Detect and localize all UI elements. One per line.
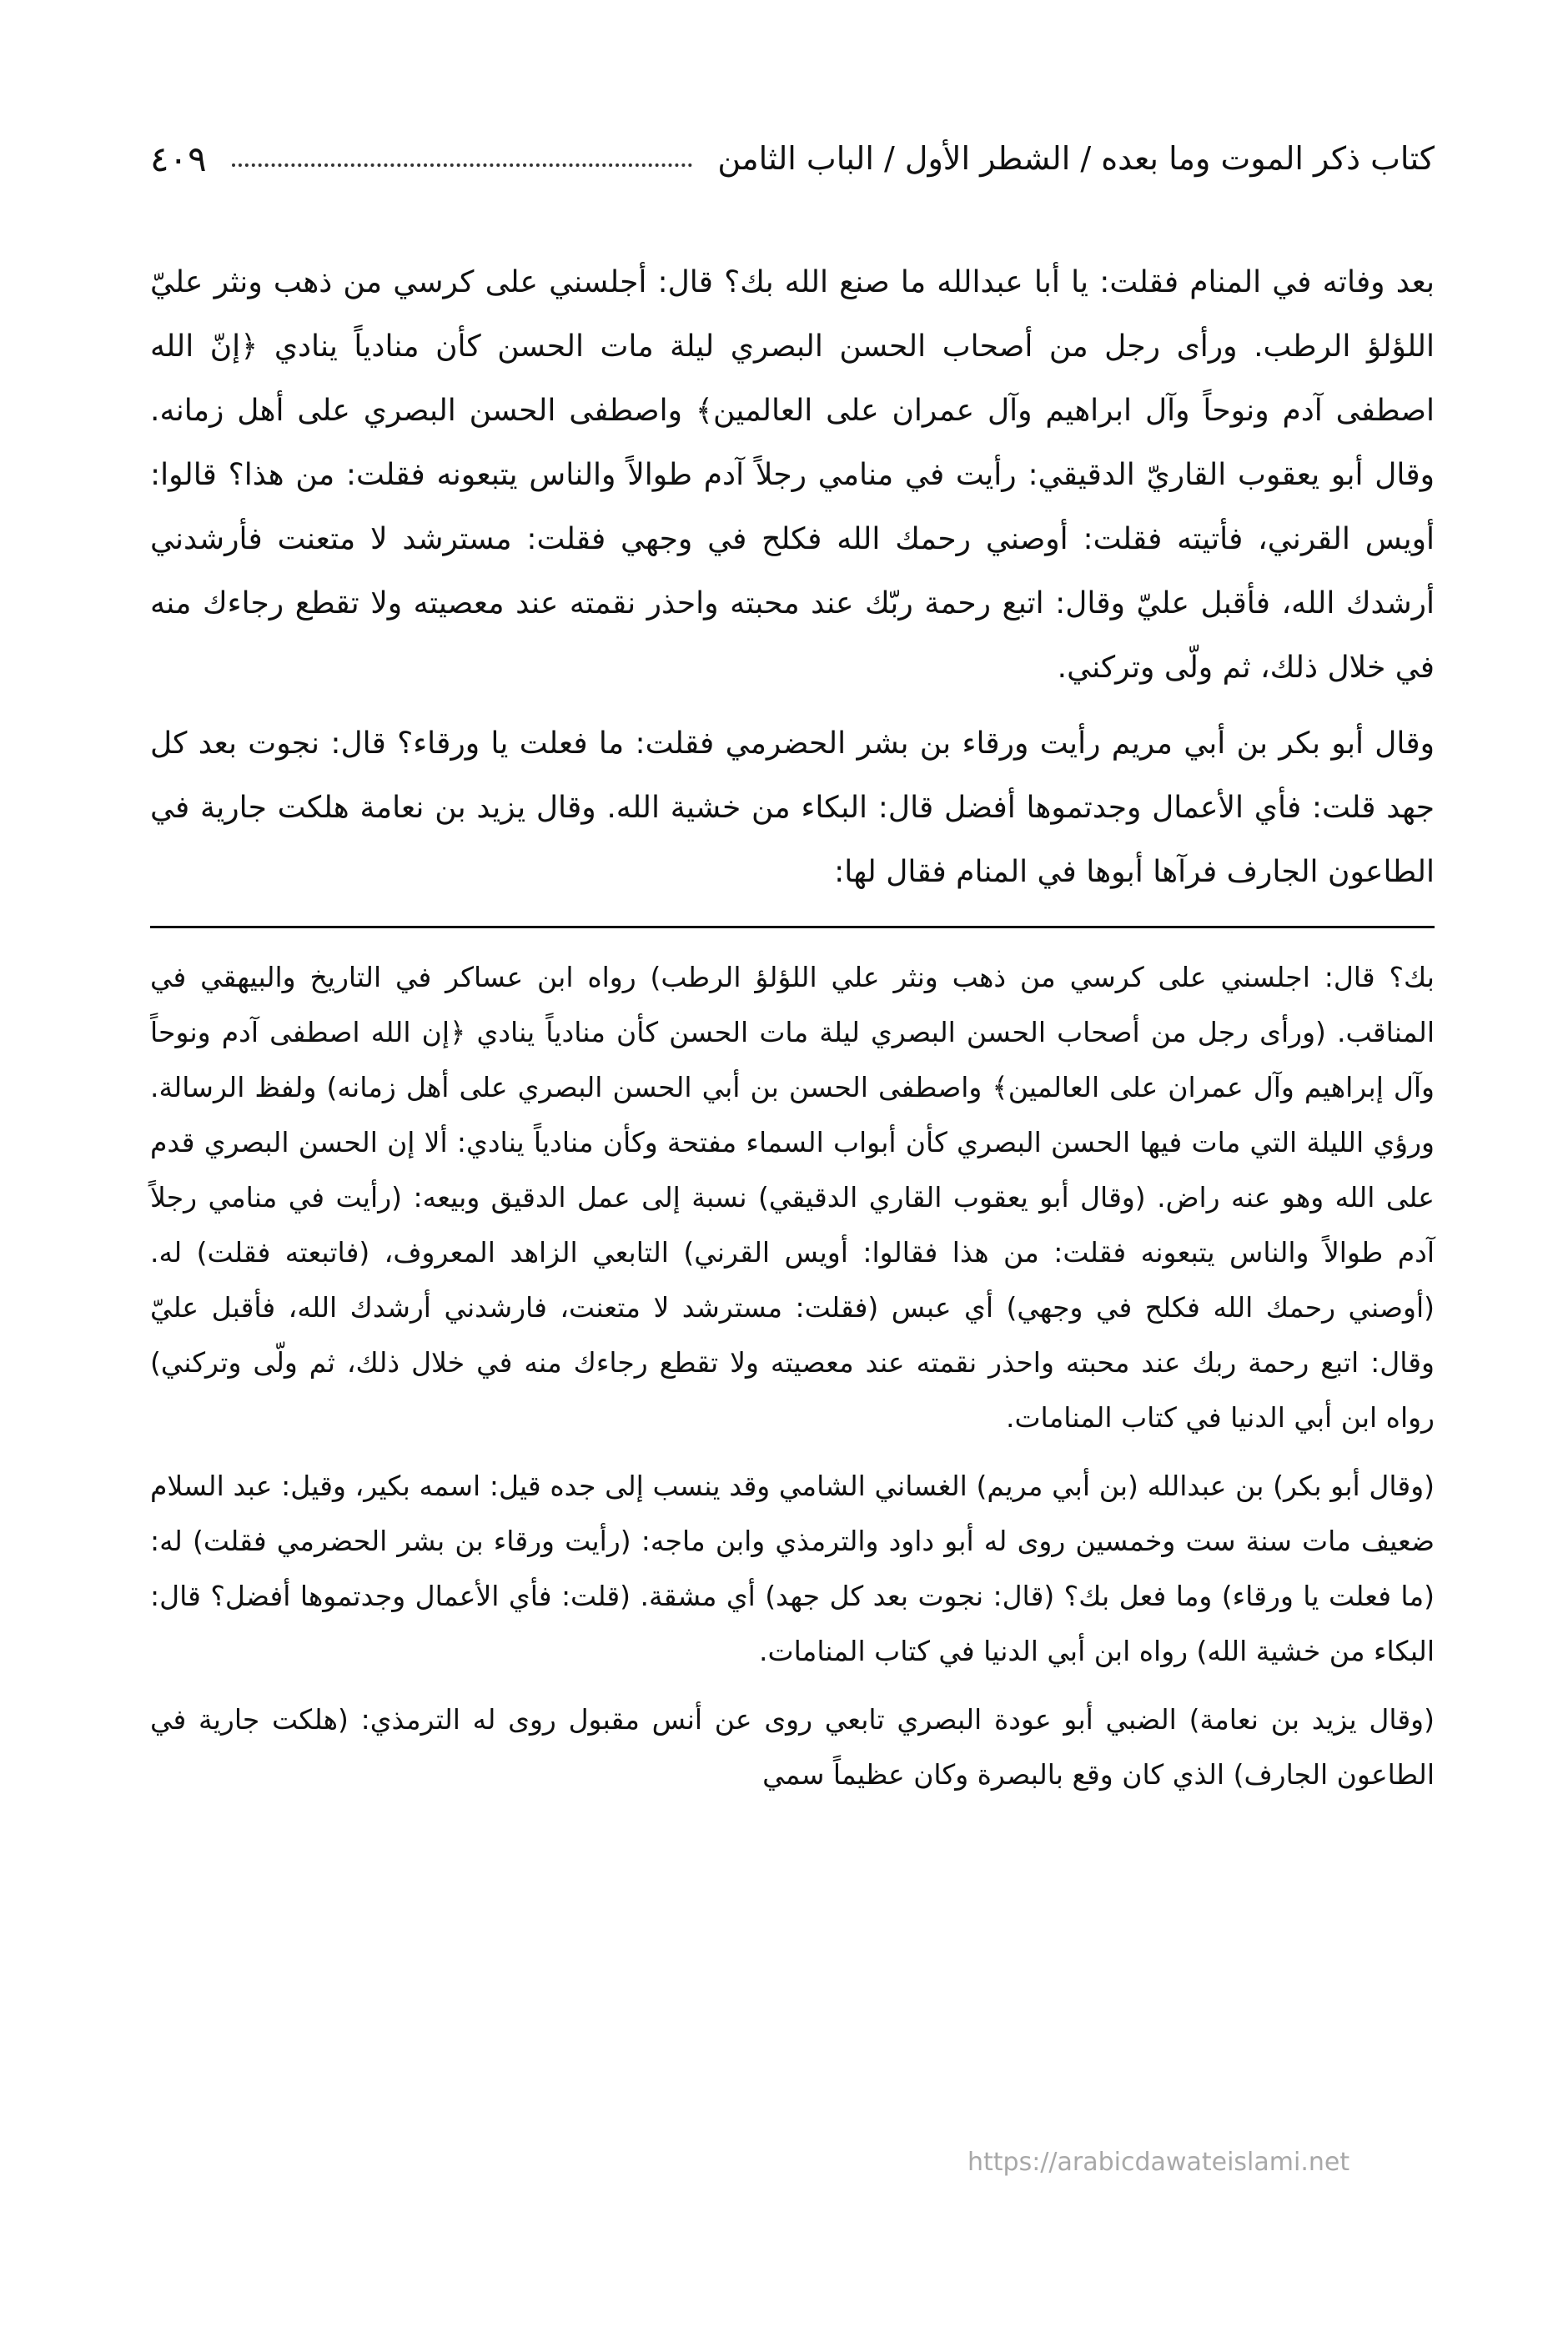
commentary-paragraph: (وقال يزيد بن نعامة) الضبي أبو عودة البصري تابعي روى عن أنس مقبول روى له الترمذي: (هلكت جارية في الطاعون الجارف) الذي كان وقع بالبصرة وكان عظيماً سمي <box>150 1703 1435 1791</box>
running-header-title: كتاب ذكر الموت وما بعده / الشطر الأول / الباب الثامن <box>717 140 1435 177</box>
commentary-section <box>150 950 1435 1802</box>
main-paragraph: بعد وفاته في المنام فقلت: يا أبا عبدالله ما صنع الله بك؟ قال: أجلسني على كرسي من ذهب ونثر عليّ اللؤلؤ الرطب. ورأى رجل من أصحاب الحسن البصري ليلة مات الحسن كأن منادياً ينادي ﴿إنّ الله اصطفى آدم ونوحاً وآل ابراهيم وآل عمران على العالمين﴾ واصطفى الحسن البصري على أهل زمانه. وقال أبو يعقوب القاريّ الدقيقي: رأيت في منامي رجلاً آدم طوالاً والناس يتبعونه فقلت: من هذا؟ قالوا: أويس القرني، فأتيته فقلت: أوصني رحمك الله فكلح في وجهي فقلت: مسترشد لا متعنت فأرشدني أرشدك الله، فأقبل عليّ وقال: اتبع رحمة ربّك عند محبته واحذر نقمته عند معصيته ولا تقطع رجاءك منه في خلال ذلك، ثم ولّى وتركني. <box>150 265 1435 685</box>
header-dot-leader <box>232 163 693 167</box>
footnote-divider <box>150 926 1435 928</box>
page-number: ٤٠٩ <box>150 138 207 179</box>
commentary-paragraph: (وقال أبو بكر) بن عبدالله (بن أبي مريم) الغساني الشامي وقد ينسب إلى جده قيل: اسمه بكير، وقيل: عبد السلام ضعيف مات سنة ست وخمسين روى له أبو داود والترمذي وابن ماجه: (رأيت ورقاء بن بشر الحضرمي فقلت) له: (ما فعلت يا ورقاء) وما فعل بك؟ (قال: نجوت بعد كل جهد) أي مشقة. (قلت: فأي الأعمال وجدتموها أفضل؟ قال: البكاء من خشية الله) رواه ابن أبي الدنيا في كتاب المنامات. <box>150 1470 1435 1667</box>
main-paragraph: وقال أبو بكر بن أبي مريم رأيت ورقاء بن بشر الحضرمي فقلت: ما فعلت يا ورقاء؟ قال: نجوت بعد كل جهد قلت: فأي الأعمال وجدتموها أفضل قال: البكاء من خشية الله. وقال يزيد بن نعامة هلكت جارية في الطاعون الجارف فرآها أبوها في المنام فقال لها: <box>150 726 1435 889</box>
main-text <box>150 250 1435 904</box>
book-page <box>150 125 1435 2294</box>
running-header <box>150 125 1435 192</box>
source-watermark: https://arabicdawateislami.net <box>967 2148 1350 2177</box>
commentary-paragraph: بك؟ قال: اجلسني على كرسي من ذهب ونثر علي اللؤلؤ الرطب) رواه ابن عساكر في التاريخ والبيهقي في المناقب. (ورأى رجل من أصحاب الحسن البصري ليلة مات الحسن كأن منادياً ينادي ﴿إن الله اصطفى آدم ونوحاً وآل إبراهيم وآل عمران على العالمين﴾ واصطفى الحسن بن أبي الحسن البصري على أهل زمانه) ولفظ الرسالة. ورؤي الليلة التي مات فيها الحسن البصري كأن أبواب السماء مفتحة وكأن منادياً ينادي: ألا إن الحسن البصري قدم على الله وهو عنه راض. (وقال أبو يعقوب القاري الدقيقي) نسبة إلى عمل الدقيق وبيعه: (رأيت في منامي رجلاً آدم طوالاً والناس يتبعونه فقلت: من هذا فقالوا: أويس القرني) التابعي الزاهد المعروف، (فاتبعته فقلت) له. (أوصني رحمك الله فكلح في وجهي) أي عبس (فقلت: مسترشد لا متعنت، فارشدني أرشدك الله، فأقبل عليّ وقال: اتبع رحمة ربك عند محبته واحذر نقمته عند معصيته ولا تقطع رجاءك منه في خلال ذلك، ثم ولّى وتركني) رواه ابن أبي الدنيا في كتاب المنامات. <box>150 961 1435 1434</box>
